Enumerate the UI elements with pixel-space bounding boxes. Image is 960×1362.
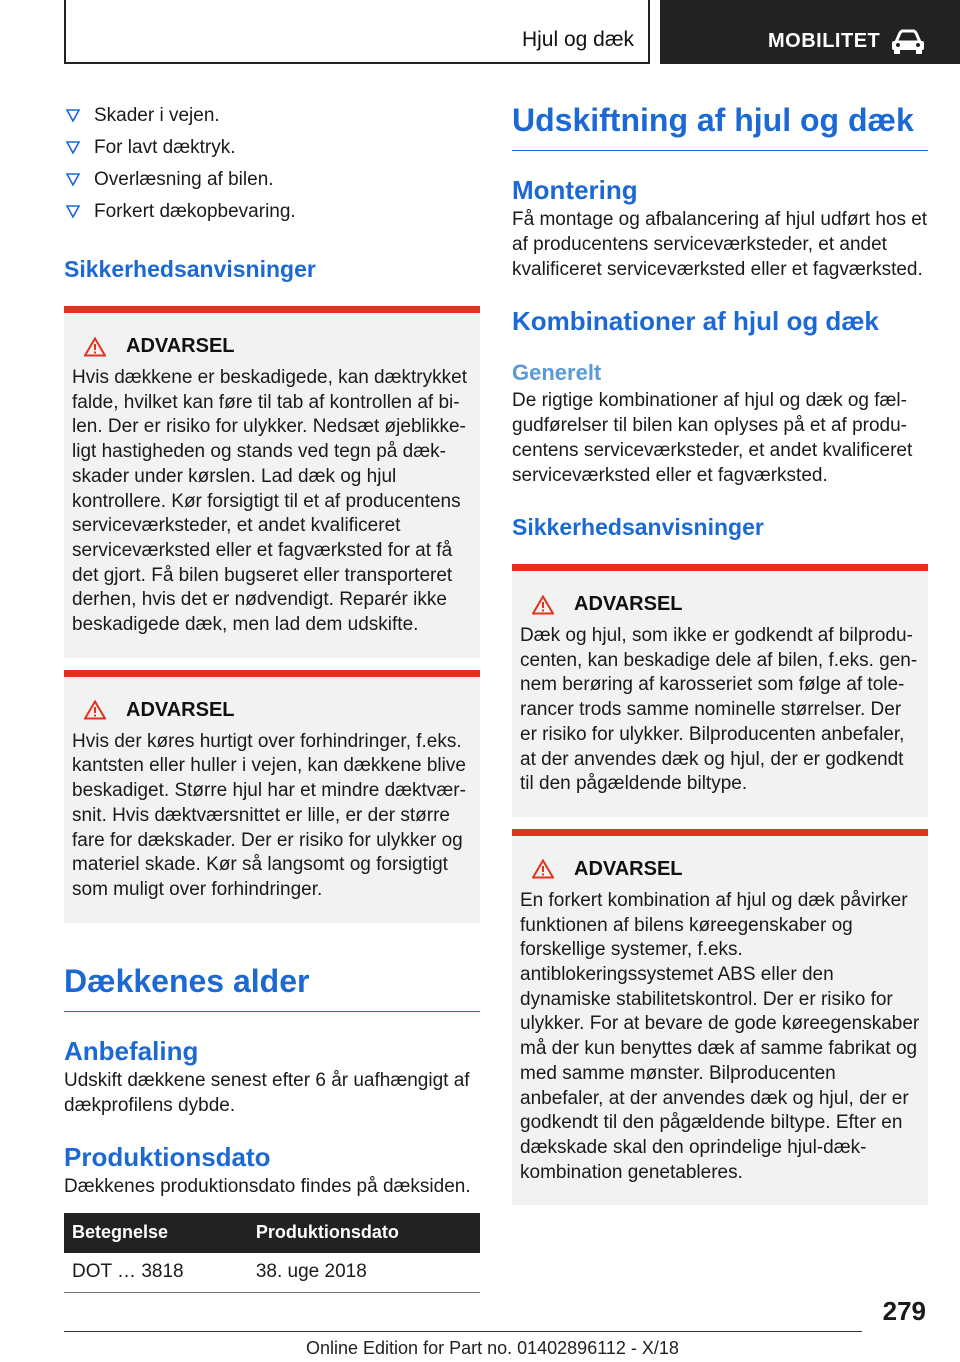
chapter-title: Dækkenes alder <box>64 961 480 1012</box>
list-item: Forkert dækopbevaring. <box>64 196 480 228</box>
left-column <box>64 100 480 1293</box>
warning-title: ADVARSEL <box>574 857 683 880</box>
header-section-box <box>64 0 650 64</box>
chapter-title: Udskiftning af hjul og dæk <box>512 100 928 151</box>
triangle-bullet-icon <box>66 141 80 154</box>
warning-text: Hvis der køres hurtigt over forhindringer, f.eks. kantsten eller huller i vejen, kan dækkene blive beskadiget. Større hjul har et mindre dæktværsnit. Hvis dæktværsnittet er lille, er der større fare for dækskader. Der er risiko for ulykker og materiel skade. Kør så langsomt og forsigtigt som muligt over forhindringer. <box>72 730 466 900</box>
mounting-heading: Montering <box>512 175 638 205</box>
right-column <box>512 100 928 1205</box>
warning-text: Dæk og hjul, som ikke er godkendt af bilproducenten, kan beskadige dele af bilen, f.eks. gennem berøring af karosseriet som følge af tolerancer trods samme nominelle størrelser. Der er risiko for ulykker. Bilproducenten anbefaler, at der anvendes dæk og hjul, der er godkendt til den pågældende biltype. <box>520 625 918 795</box>
warning-box <box>64 306 480 658</box>
warning-text: Hvis dækkene er beskadigede, kan dæktrykket falde, hvilket kan føre til tab af kontrollen af bilen. Der er risiko for ulykker. Nedsæt øjeblikkeligt hastigheden og stands ved tegn på dækskader under kørslen. Lad dæk og hjul kontrollere. Kør forsigtigt til et af producentens serviceværksteder, et andet kvalificeret serviceværksted eller et fagværksted for at få det gjort. Få bilen bugseret eller transporteret derhen, hvis det er nødvendigt. Reparér ikke beskadigede dæk, men lad dem udskifte. <box>72 367 467 636</box>
header-section-title: Hjul og dæk <box>521 28 634 51</box>
list-item: Overlæsning af bilen. <box>64 164 480 196</box>
footer-edition: Online Edition for Part no. 01402896112 - X/18 <box>306 1338 679 1358</box>
production-heading: Produktionsdato <box>64 1141 271 1172</box>
warning-box <box>64 670 480 923</box>
recommendation-text: Udskift dækkene senest efter 6 år uafhængigt af dækprofilens dybde. <box>64 1069 470 1116</box>
cause-list <box>64 100 480 228</box>
header-chapter-title: MOBILITET <box>768 30 881 52</box>
page-number: 279 <box>882 1296 926 1326</box>
general-text: De rigtige kombinationer af hjul og dæk og fælgudførelser til bilen kan oplyses på et af producentens serviceværksteder, et andet kvalificeret serviceværksted eller et fagværksted. <box>512 390 913 486</box>
warning-title: ADVARSEL <box>574 593 683 615</box>
table-row <box>64 1253 480 1293</box>
list-item: For lavt dæktryk. <box>64 132 480 164</box>
warning-box <box>512 829 928 1205</box>
warning-title: ADVARSEL <box>126 335 235 357</box>
safety-heading: Sikkerhedsanvisninger <box>64 256 316 282</box>
warning-box <box>512 564 928 817</box>
column-header: Produktionsdato <box>248 1213 480 1253</box>
table-header-row <box>64 1213 480 1253</box>
warning-text: En forkert kombination af hjul og dæk påvirker funktionen af bilens køreegenskaber og forskellige systemer, f.eks. antiblokeringssystemet ABS eller den dynamiske stabilitetskontrol. Der er risiko for ulykker. For at bevare de gode køreegenskaber må der kun benyttes dæk af samme fabrikat og med samme mønster. Bilproducenten anbefaler, at der anvendes dæk og hjul, der er godkendt til den pågældende biltype. Efter en dækskade skal den oprindelige hjul-dæk-kombination genetableres. <box>520 889 920 1183</box>
warning-triangle-icon <box>532 595 554 615</box>
production-date-table <box>64 1213 480 1294</box>
warning-title: ADVARSEL <box>126 698 235 721</box>
warning-triangle-icon <box>532 859 554 879</box>
mounting-text: Få montage og afbalancering af hjul udført hos et af producentens serviceværksteder, et andet kvalificeret serviceværksted eller et fagværksted. <box>512 209 928 280</box>
safety-heading: Sikkerhedsanvisninger <box>512 514 764 540</box>
table-cell: 38. uge 2018 <box>248 1253 480 1293</box>
car-icon <box>890 28 926 56</box>
header-chapter-box <box>660 0 960 64</box>
triangle-bullet-icon <box>66 173 80 186</box>
recommendation-heading: Anbefaling <box>64 1035 199 1066</box>
triangle-bullet-icon <box>66 205 80 218</box>
general-heading: Generelt <box>512 360 602 385</box>
production-text: Dækkenes produktionsdato findes på dæksiden. <box>64 1175 471 1197</box>
warning-triangle-icon <box>84 700 106 720</box>
column-header: Betegnelse <box>64 1213 248 1253</box>
table-cell: DOT … 3818 <box>64 1253 248 1293</box>
combinations-heading: Kombinationer af hjul og dæk <box>512 306 879 336</box>
list-item: Skader i vejen. <box>64 100 480 132</box>
warning-triangle-icon <box>84 337 106 357</box>
footer-divider <box>64 1331 862 1332</box>
triangle-bullet-icon <box>66 109 80 122</box>
